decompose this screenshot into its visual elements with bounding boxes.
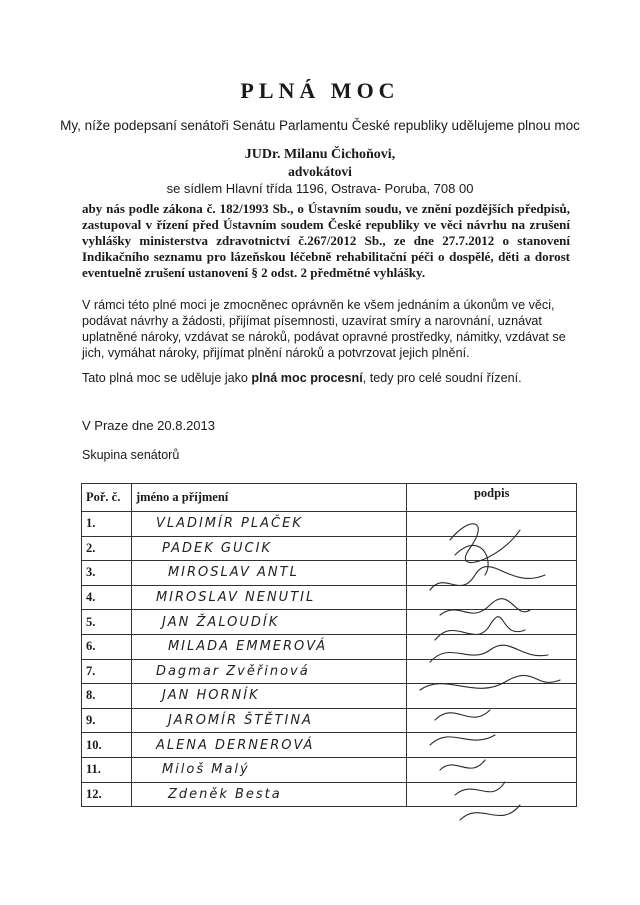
table-row [82, 733, 577, 758]
row-number: 4. [82, 585, 132, 610]
row-number: 1. [82, 512, 132, 537]
row-number: 6. [82, 634, 132, 659]
procedural-paragraph [82, 370, 570, 386]
handwritten-name: JAROMÍR ŠTĚTINA [167, 713, 313, 729]
table-row [82, 585, 577, 610]
procedural-suffix: , tedy pro celé soudní řízení. [362, 371, 522, 385]
procedural-prefix: Tato plná moc se uděluje jako [82, 371, 252, 385]
senator-name [131, 610, 406, 635]
signature-cell [407, 757, 577, 782]
senator-name [131, 659, 406, 684]
table-row [82, 659, 577, 684]
signature-table [81, 483, 577, 807]
handwritten-name: PADEK GUCIK [161, 540, 272, 556]
signature-cell [407, 684, 577, 709]
handwritten-name: JAN ŽALOUDÍK [161, 614, 280, 630]
row-number: 9. [82, 708, 132, 733]
handwritten-name: MIROSLAV NENUTIL [155, 590, 316, 606]
senator-name [131, 782, 406, 807]
senator-name [131, 684, 406, 709]
senator-name [131, 512, 406, 537]
row-number: 12. [82, 782, 132, 807]
document-title: PLNÁ MOC [240, 78, 400, 103]
scope-paragraph: V rámci této plné moci je zmocněnec oprávněn ke všem jednáním a úkonům ve věci, podávat návrhy a žádosti, přijímat písemnosti, uzavírat smíry a narovnání, uznávat uplatněné nároky, vzdávat se nároků, podávat opravné prostředky, námitky, vzdávat se jich, vymáhat nároky, přijímat plnění nároků a potvrzovat jejich plnění. [82, 298, 566, 360]
row-number: 7. [82, 659, 132, 684]
handwritten-name: JAN HORNÍK [161, 688, 260, 704]
senator-name [131, 708, 406, 733]
row-number: 10. [82, 733, 132, 758]
addressee-block [0, 146, 640, 197]
signature-cell [407, 585, 577, 610]
table-row [82, 757, 577, 782]
handwritten-name: ALENA DERNEROVÁ [155, 737, 315, 753]
table-row [82, 610, 577, 635]
handwritten-name: VLADIMÍR PLAČEK [155, 516, 303, 532]
handwritten-name: Dagmar Zvěřinová [155, 663, 310, 679]
addressee-name: JUDr. Milanu Čichoňovi, [244, 147, 396, 162]
addressee-seat: se sídlem Hlavní třída 1196, Ostrava- Poruba, 708 00 [166, 181, 474, 196]
row-number: 3. [82, 561, 132, 586]
place-date: V Praze dne 20.8.2013 [82, 418, 215, 433]
procedural-bold: plná moc procesní [251, 371, 363, 385]
handwritten-name: MILADA EMMEROVÁ [167, 639, 328, 655]
senator-name [131, 536, 406, 561]
row-number: 2. [82, 536, 132, 561]
signature-cell [407, 782, 577, 807]
signature-cell [407, 561, 577, 586]
header-signature: podpis [407, 484, 577, 512]
purpose-paragraph: aby nás podle zákona č. 182/1993 Sb., o Ústavním soudu, ve znění pozdějších předpisů, zastupoval v řízení před Ústavním soudem České republiky ve věci návrhu na zrušení vyhlášky ministerstva zdravotnictví č.267/2012 Sb., ze dne 27.7.2012 o stanovení Indikačního seznamu pro lázeňskou léčebně rehabilitační péči o dospělé, děti a dorost eventuelně zrušení ustanovení § 2 odst. 2 předmětné vyhlášky. [82, 201, 570, 280]
signature-cell [407, 659, 577, 684]
table-header-row [82, 484, 577, 512]
handwritten-name: Miloš Malý [161, 762, 250, 778]
senator-name [131, 733, 406, 758]
table-row [82, 684, 577, 709]
senator-name [131, 634, 406, 659]
intro-text: My, níže podepsaní senátoři Senátu Parlamentu České republiky udělujeme plnou moc [60, 118, 580, 133]
group-label: Skupina senátorů [82, 448, 180, 462]
row-number: 8. [82, 684, 132, 709]
table-row [82, 708, 577, 733]
signature-cell [407, 536, 577, 561]
row-number: 11. [82, 757, 132, 782]
table-row [82, 512, 577, 537]
handwritten-name: Zdeněk Besta [167, 786, 282, 802]
table-row [82, 782, 577, 807]
signature-cell [407, 512, 577, 537]
signature-cell [407, 708, 577, 733]
signature-table-body [82, 512, 577, 807]
header-name: jméno a příjmení [131, 484, 406, 512]
table-row [82, 561, 577, 586]
row-number: 5. [82, 610, 132, 635]
signature-cell [407, 733, 577, 758]
senator-name [131, 561, 406, 586]
header-no: Poř. č. [82, 484, 132, 512]
table-row [82, 634, 577, 659]
senator-name [131, 585, 406, 610]
senator-name [131, 757, 406, 782]
signature-cell [407, 634, 577, 659]
table-row [82, 536, 577, 561]
signature-cell [407, 610, 577, 635]
handwritten-name: MIROSLAV ANTL [167, 565, 299, 581]
addressee-role: advokátovi [288, 164, 352, 179]
